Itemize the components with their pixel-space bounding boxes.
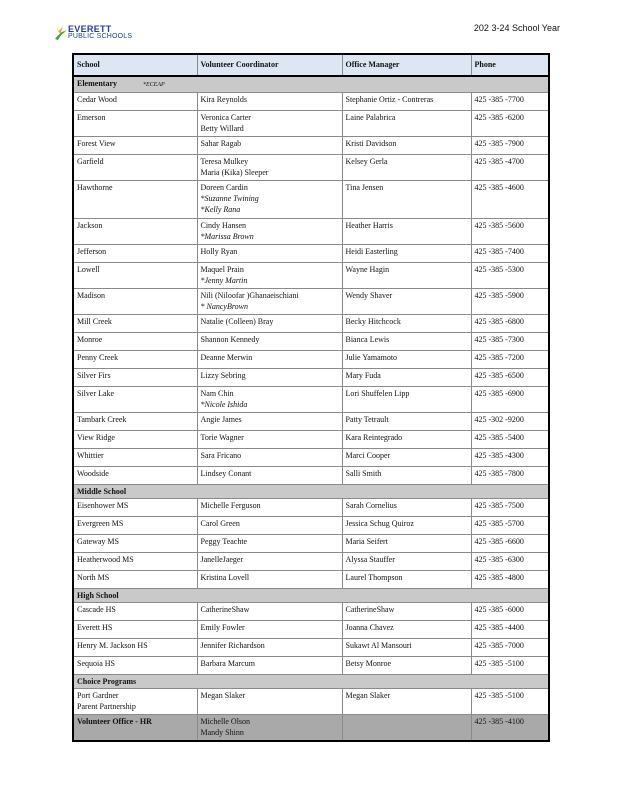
office-manager-name: Laine Palabrica — [345, 113, 396, 122]
coordinator-cell — [197, 369, 342, 387]
school-name: Henry M. Jackson HS — [77, 641, 148, 650]
school-name: Silver Lake — [77, 389, 115, 398]
phone-number: 425 -385 -7700 — [474, 95, 524, 104]
office-manager-cell — [342, 715, 471, 742]
phone-cell — [471, 603, 549, 621]
coordinator-cell — [197, 111, 342, 137]
coordinator-cell — [197, 181, 342, 219]
office-manager-name: Kelsey Gerla — [345, 157, 388, 166]
phone-number: 425 -385 -7900 — [474, 139, 524, 148]
phone-cell — [471, 553, 549, 571]
office-manager-name: CatherineShaw — [345, 605, 395, 614]
coordinator-name: JanelleJaeger — [200, 555, 244, 564]
phone-cell — [471, 263, 549, 289]
school-cell — [73, 467, 197, 485]
table-row — [73, 657, 549, 675]
table-row — [73, 413, 549, 431]
office-manager-cell — [342, 499, 471, 517]
coordinator-cell — [197, 333, 342, 351]
office-manager-name: Lori Shuffelen Lipp — [345, 389, 410, 398]
phone-cell — [471, 333, 549, 351]
phone-cell — [471, 535, 549, 553]
table-row — [73, 553, 549, 571]
office-manager-name: Sukawt Al Mansouri — [345, 641, 412, 650]
coordinator-name: Angie James — [200, 415, 242, 424]
school-name-line-2: Parent Partnership — [77, 702, 136, 711]
school-name: Madison — [77, 291, 105, 300]
phone-number: 425 -385 -7000 — [474, 641, 524, 650]
office-manager-cell — [342, 387, 471, 413]
office-manager-cell — [342, 467, 471, 485]
phone-number: 425 -385 -5400 — [474, 433, 524, 442]
table-row — [73, 517, 549, 535]
section-header — [73, 76, 549, 93]
coordinator-cell — [197, 499, 342, 517]
coordinator-cell — [197, 449, 342, 467]
coordinator-name: Nili (Niloofar )Ghanaeischiani — [200, 291, 299, 300]
phone-number: 425 -385 -5600 — [474, 221, 524, 230]
star-swoosh-icon — [54, 24, 68, 42]
phone-number: 425 -385 -6300 — [474, 555, 524, 564]
coordinator-name: Nam Chin — [200, 389, 234, 398]
column-header-school: School — [73, 54, 197, 76]
volunteer-office-row — [73, 715, 549, 742]
column-header-phone: Phone — [471, 54, 549, 76]
school-name: View Ridge — [77, 433, 115, 442]
office-manager-name: Marci Cooper — [345, 451, 391, 460]
office-manager-cell — [342, 369, 471, 387]
section-title: Middle School — [77, 487, 127, 496]
phone-number: 425 -385 -4700 — [474, 157, 524, 166]
school-cell — [73, 571, 197, 589]
coordinator-name: Holly Ryan — [200, 247, 238, 256]
coordinator-name: Cindy Hansen — [200, 221, 247, 230]
school-cell — [73, 689, 197, 715]
table-row — [73, 621, 549, 639]
coordinator-name: Carol Green — [200, 519, 240, 528]
phone-cell — [471, 517, 549, 535]
office-manager-name: Megan Slaker — [345, 691, 391, 700]
office-manager-cell — [342, 219, 471, 245]
school-cell — [73, 245, 197, 263]
office-manager-cell — [342, 657, 471, 675]
section-header — [73, 485, 549, 499]
coordinator-cell — [197, 351, 342, 369]
office-manager-name: Salli Smith — [345, 469, 382, 478]
coordinator-name: Barbara Marcum — [200, 659, 255, 668]
phone-number: 425 -385 -5900 — [474, 291, 524, 300]
school-name: North MS — [77, 573, 110, 582]
office-manager-cell — [342, 431, 471, 449]
coordinator-cell — [197, 639, 342, 657]
school-cell — [73, 219, 197, 245]
school-name: Heatherwood MS — [77, 555, 134, 564]
school-cell — [73, 639, 197, 657]
phone-cell — [471, 155, 549, 181]
table-row — [73, 499, 549, 517]
coordinator-cell — [197, 387, 342, 413]
phone-cell — [471, 467, 549, 485]
phone-number: 425 -385 -4600 — [474, 183, 524, 192]
phone-cell — [471, 499, 549, 517]
coordinator-name: CatherineShaw — [200, 605, 250, 614]
office-manager-name: Kara Reintegrado — [345, 433, 403, 442]
school-cell — [73, 431, 197, 449]
office-manager-cell — [342, 553, 471, 571]
office-manager-cell — [342, 413, 471, 431]
office-manager-cell — [342, 603, 471, 621]
phone-cell — [471, 289, 549, 315]
phone-cell — [471, 621, 549, 639]
table-row — [73, 603, 549, 621]
section-header — [73, 675, 549, 689]
phone-cell — [471, 315, 549, 333]
school-cell — [73, 517, 197, 535]
coordinator-name: Veronica Carter — [200, 113, 251, 122]
coordinator-cell — [197, 219, 342, 245]
school-cell — [73, 603, 197, 621]
school-cell — [73, 499, 197, 517]
coordinator-cell — [197, 245, 342, 263]
office-manager-cell — [342, 621, 471, 639]
school-cell — [73, 93, 197, 111]
office-manager-cell — [342, 449, 471, 467]
coordinator-cell — [197, 289, 342, 315]
coordinator-name: Natalie (Colleen) Bray — [200, 317, 274, 326]
coordinator-cell — [197, 657, 342, 675]
section-header-row — [73, 76, 549, 93]
table-row — [73, 689, 549, 715]
school-cell — [73, 369, 197, 387]
office-manager-name: Bianca Lewis — [345, 335, 390, 344]
coordinator-cell — [197, 263, 342, 289]
phone-cell — [471, 245, 549, 263]
school-cell — [73, 351, 197, 369]
phone-cell — [471, 351, 549, 369]
eceap-coordinator-name: *Suzanne Twining — [200, 194, 259, 203]
school-name: Cascade HS — [77, 605, 116, 614]
coordinator-cell — [197, 467, 342, 485]
column-header-office-manager: Office Manager — [342, 54, 471, 76]
phone-number: 425 -385 -5100 — [474, 691, 524, 700]
coordinator-name: Lizzy Sebring — [200, 371, 246, 380]
table-row — [73, 93, 549, 111]
office-manager-name: Wayne Hagin — [345, 265, 390, 274]
school-name: Monroe — [77, 335, 103, 344]
section-header-row — [73, 675, 549, 689]
phone-cell — [471, 93, 549, 111]
coordinator-name: Doreen Cardin — [200, 183, 248, 192]
coordinator-name: Mandy Shinn — [200, 728, 244, 737]
coordinator-name: Kira Reynolds — [200, 95, 247, 104]
table-row — [73, 263, 549, 289]
coordinator-name: Peggy Teachte — [200, 537, 248, 546]
office-manager-cell — [342, 93, 471, 111]
coordinator-cell — [197, 155, 342, 181]
school-cell — [73, 155, 197, 181]
table-row — [73, 449, 549, 467]
phone-number: 425 -385 -7500 — [474, 501, 524, 510]
office-manager-name: Tina Jensen — [345, 183, 384, 192]
school-cell — [73, 621, 197, 639]
office-manager-name: Heather Harris — [345, 221, 393, 230]
school-name: Penny Creek — [77, 353, 119, 362]
coordinator-name: Michelle Olson — [200, 717, 251, 726]
school-cell — [73, 553, 197, 571]
logo-line-2: PUBLIC SCHOOLS — [68, 33, 133, 40]
header-row — [73, 54, 549, 76]
eceap-coordinator-name: *Marissa Brown — [200, 232, 254, 241]
coordinator-cell — [197, 431, 342, 449]
eceap-coordinator-name: *Kelly Rana — [200, 205, 241, 214]
office-manager-name: Sarah Cornelius — [345, 501, 397, 510]
phone-number: 425 -385 -6200 — [474, 113, 524, 122]
office-manager-name: Alyssa Stauffer — [345, 555, 395, 564]
coordinator-cell — [197, 603, 342, 621]
coordinator-cell — [197, 715, 342, 742]
school-name: Forest View — [77, 139, 116, 148]
school-name: Hawthorne — [77, 183, 113, 192]
coordinator-name: Megan Slaker — [200, 691, 246, 700]
phone-number: 425 -385 -7300 — [474, 335, 524, 344]
phone-cell — [471, 137, 549, 155]
eceap-coordinator-name: *Jenny Martin — [200, 276, 248, 285]
column-header-coordinator: Volunteer Coordinator — [197, 54, 342, 76]
school-cell — [73, 289, 197, 315]
section-title: Elementary — [77, 79, 117, 88]
table-row — [73, 245, 549, 263]
phone-cell — [471, 387, 549, 413]
office-manager-cell — [342, 263, 471, 289]
phone-cell — [471, 689, 549, 715]
table-row — [73, 431, 549, 449]
phone-number: 425 -385 -4100 — [474, 717, 524, 726]
coordinator-name: Sahar Ragab — [200, 139, 242, 148]
office-manager-cell — [342, 289, 471, 315]
logo-line-1: EVERETT — [68, 24, 112, 34]
school-name: Sequoia HS — [77, 659, 115, 668]
school-cell — [73, 715, 197, 742]
volunteer-roster-table — [72, 53, 550, 742]
table-row — [73, 387, 549, 413]
office-manager-name: Jessica Schug Quiroz — [345, 519, 414, 528]
coordinator-cell — [197, 93, 342, 111]
office-manager-name: Joanna Chavez — [345, 623, 394, 632]
table-row — [73, 333, 549, 351]
school-name: Mill Creek — [77, 317, 112, 326]
office-manager-name: Kristi Davidson — [345, 139, 397, 148]
phone-number: 425 -385 -5700 — [474, 519, 524, 528]
office-manager-cell — [342, 181, 471, 219]
school-cell — [73, 657, 197, 675]
school-cell — [73, 387, 197, 413]
coordinator-name: Torie Wagner — [200, 433, 244, 442]
office-manager-cell — [342, 315, 471, 333]
table-row — [73, 137, 549, 155]
office-manager-name: Stephanie Ortiz - Contreras — [345, 95, 434, 104]
school-name: Volunteer Office - HR — [77, 717, 152, 726]
school-cell — [73, 137, 197, 155]
school-name: Jackson — [77, 221, 103, 230]
table-row — [73, 315, 549, 333]
office-manager-cell — [342, 351, 471, 369]
coordinator-name: Kristina Lovell — [200, 573, 250, 582]
section-header — [73, 589, 549, 603]
phone-number: 425 -385 -6800 — [474, 317, 524, 326]
eceap-coordinator-name: * NancyBrown — [200, 302, 248, 311]
office-manager-cell — [342, 245, 471, 263]
office-manager-name: Julie Yamamoto — [345, 353, 398, 362]
phone-number: 425 -302 -9200 — [474, 415, 524, 424]
office-manager-name: Heidi Easterling — [345, 247, 398, 256]
coordinator-name: Michelle Ferguson — [200, 501, 261, 510]
phone-cell — [471, 715, 549, 742]
section-header-row — [73, 485, 549, 499]
phone-number: 425 -385 -4800 — [474, 573, 524, 582]
school-name: Gateway MS — [77, 537, 119, 546]
phone-cell — [471, 413, 549, 431]
office-manager-name: Mary Fuda — [345, 371, 381, 380]
school-name: Everett HS — [77, 623, 113, 632]
table-row — [73, 219, 549, 245]
school-name: Port Gardner — [77, 691, 119, 700]
coordinator-cell — [197, 137, 342, 155]
table-row — [73, 181, 549, 219]
table-row — [73, 639, 549, 657]
school-year-label: 202 3-24 School Year — [473, 23, 560, 33]
school-cell — [73, 535, 197, 553]
phone-number: 425 -385 -6900 — [474, 389, 524, 398]
phone-cell — [471, 639, 549, 657]
table-row — [73, 369, 549, 387]
phone-number: 425 -385 -5300 — [474, 265, 524, 274]
coordinator-cell — [197, 689, 342, 715]
office-manager-cell — [342, 639, 471, 657]
table-row — [73, 571, 549, 589]
office-manager-cell — [342, 333, 471, 351]
phone-cell — [471, 369, 549, 387]
section-note: *ECEAP — [143, 82, 165, 88]
school-cell — [73, 333, 197, 351]
school-name: Tambark Creek — [77, 415, 127, 424]
coordinator-cell — [197, 571, 342, 589]
office-manager-name: Maria Seifert — [345, 537, 388, 546]
phone-cell — [471, 431, 549, 449]
phone-cell — [471, 571, 549, 589]
school-name: Jefferson — [77, 247, 107, 256]
office-manager-cell — [342, 535, 471, 553]
table-row — [73, 535, 549, 553]
phone-cell — [471, 449, 549, 467]
school-name: Evergreen MS — [77, 519, 124, 528]
school-cell — [73, 449, 197, 467]
table-row — [73, 155, 549, 181]
office-manager-name — [346, 716, 468, 727]
coordinator-cell — [197, 621, 342, 639]
coordinator-cell — [197, 413, 342, 431]
school-name: Lowell — [77, 265, 100, 274]
phone-number: 425 -385 -7200 — [474, 353, 524, 362]
school-name: Cedar Wood — [77, 95, 117, 104]
phone-number: 425 -385 -7400 — [474, 247, 524, 256]
office-manager-cell — [342, 517, 471, 535]
office-manager-name: Patty Tetrault — [345, 415, 389, 424]
school-name: Silver Firs — [77, 371, 111, 380]
section-header-row — [73, 589, 549, 603]
coordinator-name: Maria (Kika) Sleeper — [200, 168, 269, 177]
school-cell — [73, 315, 197, 333]
coordinator-name: Shannon Kennedy — [200, 335, 260, 344]
office-manager-name: Becky Hitchcock — [345, 317, 401, 326]
coordinator-name: Deanne Merwin — [200, 353, 253, 362]
section-title: Choice Programs — [77, 677, 137, 686]
coordinator-name: Maquel Prain — [200, 265, 244, 274]
school-name: Emerson — [77, 113, 106, 122]
office-manager-cell — [342, 137, 471, 155]
phone-cell — [471, 111, 549, 137]
school-name: Whittier — [77, 451, 104, 460]
table-row — [73, 351, 549, 369]
coordinator-cell — [197, 535, 342, 553]
phone-number: 425 -385 -6600 — [474, 537, 524, 546]
coordinator-name: Sara Fricano — [200, 451, 242, 460]
coordinator-cell — [197, 517, 342, 535]
phone-number: 425 -385 -6500 — [474, 371, 524, 380]
phone-cell — [471, 657, 549, 675]
office-manager-name: Wendy Shaver — [345, 291, 393, 300]
office-manager-name: Laurel Thompson — [345, 573, 403, 582]
phone-number: 425 -385 -4300 — [474, 451, 524, 460]
office-manager-cell — [342, 571, 471, 589]
office-manager-cell — [342, 155, 471, 181]
table-row — [73, 467, 549, 485]
coordinator-cell — [197, 315, 342, 333]
office-manager-name: Betsy Monroe — [345, 659, 392, 668]
eceap-coordinator-name: *Nicole Ishida — [200, 400, 248, 409]
coordinator-name: Lindsey Conant — [200, 469, 252, 478]
phone-number: 425 -385 -4400 — [474, 623, 524, 632]
coordinator-name: Teresa Mulkey — [200, 157, 249, 166]
school-name: Garfield — [77, 157, 104, 166]
school-cell — [73, 181, 197, 219]
roster-body — [73, 76, 549, 741]
school-cell — [73, 111, 197, 137]
phone-number: 425 -385 -5100 — [474, 659, 524, 668]
phone-number: 425 -385 -6000 — [474, 605, 524, 614]
school-name: Woodside — [77, 469, 109, 478]
coordinator-name: Betty Willard — [200, 124, 244, 133]
table-row — [73, 111, 549, 137]
phone-cell — [471, 181, 549, 219]
coordinator-cell — [197, 553, 342, 571]
table-row — [73, 289, 549, 315]
everett-public-schools-logo — [54, 24, 154, 44]
phone-cell — [471, 219, 549, 245]
section-title: High School — [77, 591, 119, 600]
coordinator-name: Emily Fowler — [200, 623, 245, 632]
office-manager-cell — [342, 689, 471, 715]
coordinator-name: Jennifer Richardson — [200, 641, 265, 650]
school-cell — [73, 263, 197, 289]
office-manager-cell — [342, 111, 471, 137]
school-cell — [73, 413, 197, 431]
school-name: Eisenhower MS — [77, 501, 129, 510]
phone-number: 425 -385 -7800 — [474, 469, 524, 478]
